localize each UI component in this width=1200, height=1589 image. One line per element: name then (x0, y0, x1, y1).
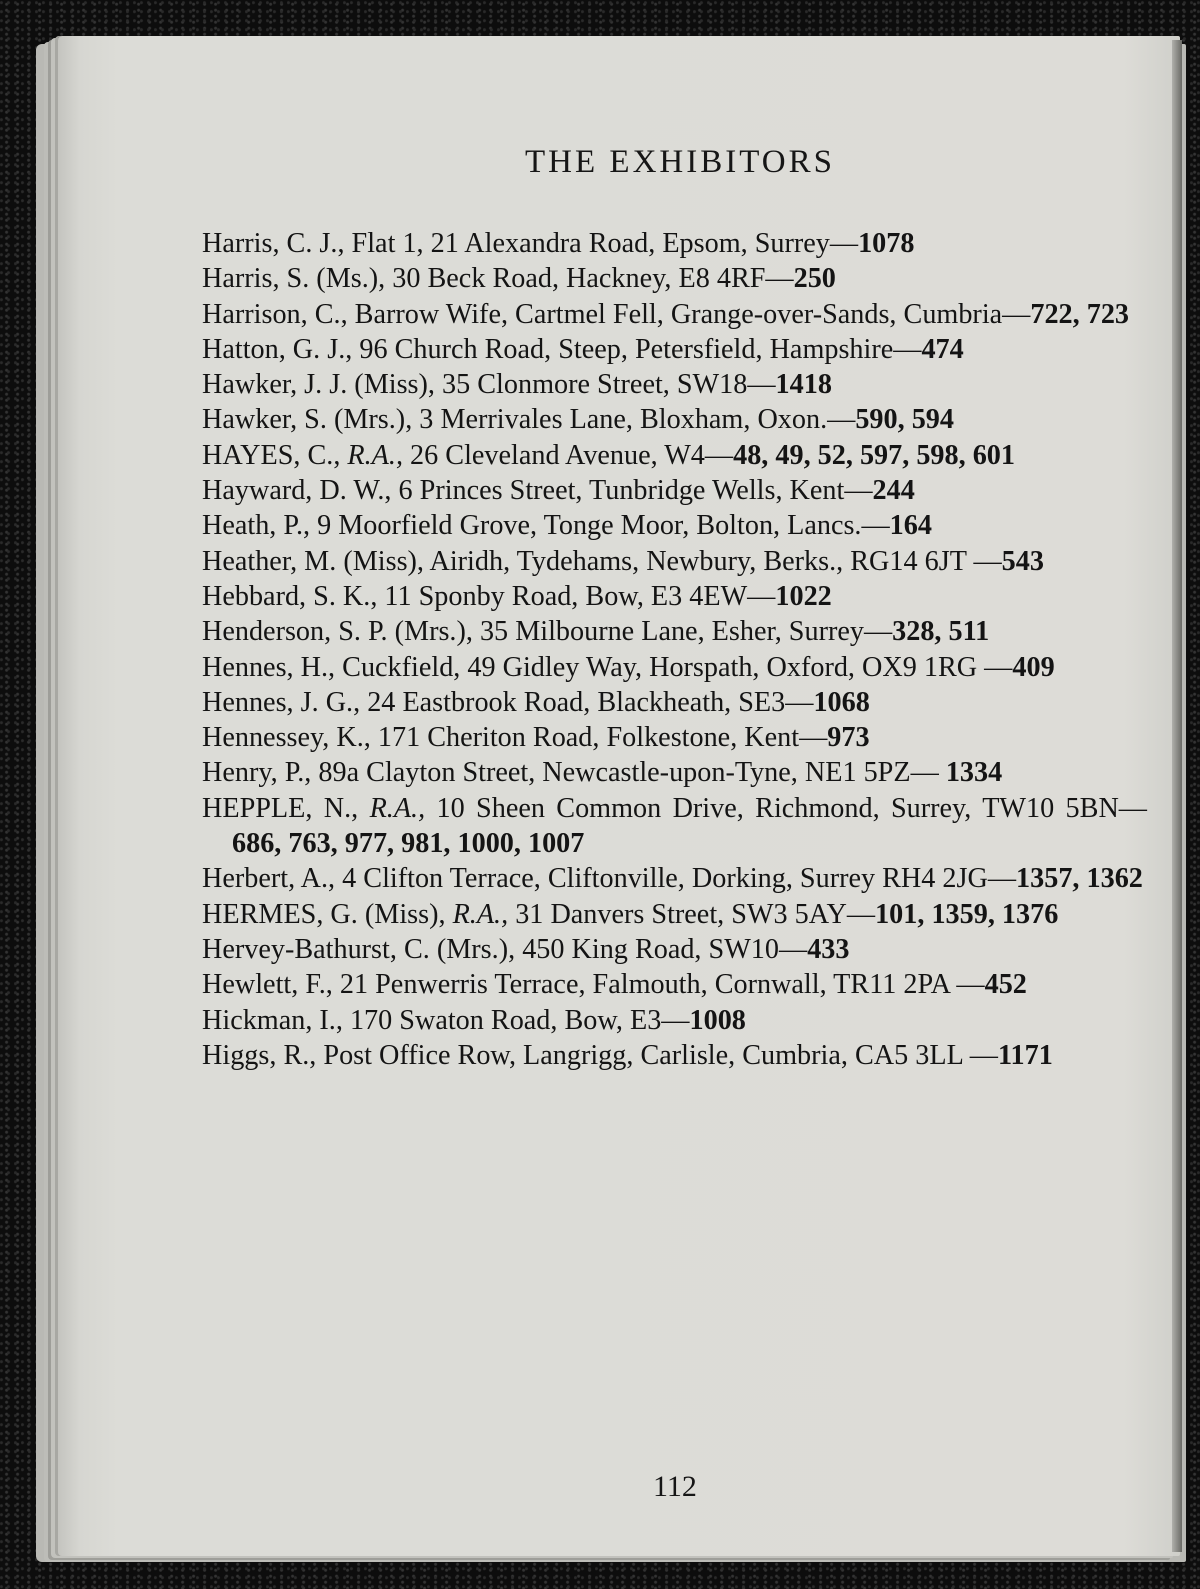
exhibitor-name: Hennes, J. G., (202, 686, 361, 718)
catalogue-numbers: 433 (807, 933, 850, 965)
exhibitor-name: Harris, C. J., (202, 228, 345, 259)
exhibitor-address: 31 Danvers Street, SW3 5AY— (508, 898, 876, 930)
exhibitor-name: Hervey-Bathurst, C. (Mrs.), (202, 933, 516, 965)
exhibitor-address: 89a Clayton Street, Newcastle-upon-Tyne, NE1 5PZ— (311, 757, 946, 789)
catalogue-numbers: 1334 (945, 757, 1003, 789)
exhibitor-entry (202, 897, 1147, 932)
exhibitor-name: Hawker, S. (Mrs.), (202, 404, 413, 436)
exhibitor-name: Henderson, S. P. (Mrs.), (202, 616, 473, 648)
exhibitor-address: 96 Church Road, Steep, Petersfield, Hampshire— (352, 333, 922, 365)
exhibitor-entry (202, 297, 1147, 332)
exhibitor-address: 35 Clonmore Street, SW18— (434, 369, 776, 401)
exhibitor-address: 21 Penwerris Terrace, Falmouth, Cornwall, TR11 2PA — (332, 969, 985, 1001)
exhibitor-address: Flat 1, 21 Alexandra Road, Epsom, Surrey— (344, 228, 859, 259)
exhibitor-entry (202, 720, 1147, 755)
exhibitor-entry (202, 861, 1147, 896)
exhibitor-name: Hebbard, S. K., (202, 580, 378, 612)
exhibitor-entry (202, 438, 1147, 473)
academician-title: R.A., (369, 792, 426, 824)
page-number: 112 (653, 1470, 697, 1503)
exhibitor-entry (202, 932, 1147, 967)
exhibitor-address: 3 Merrivales Lane, Bloxham, Oxon.— (412, 404, 856, 436)
catalogue-numbers: 474 (921, 333, 964, 365)
exhibitor-address: 10 Sheen Common Drive, Richmond, Surrey, TW10 5BN— (425, 792, 1147, 824)
catalogue-numbers: 686, 763, 977, 981, 1000, 1007 (232, 828, 585, 860)
exhibitor-entry (202, 367, 1147, 402)
exhibitor-name: Hennessey, K., (202, 722, 371, 754)
exhibitor-entry (202, 544, 1147, 579)
exhibitor-name: Hewlett, F., (202, 969, 333, 1001)
academician-title: R.A., (452, 898, 509, 930)
exhibitor-address: 171 Cheriton Road, Folkestone, Kent— (370, 722, 828, 754)
catalogue-numbers: 1418 (775, 369, 832, 401)
academician-title: R.A., (347, 439, 403, 471)
catalogue-numbers: 328, 511 (892, 616, 990, 648)
catalogue-numbers: 722, 723 (1030, 298, 1130, 330)
exhibitor-name: Harris, S. (Ms.), (202, 263, 386, 295)
exhibitor-name: Hawker, J. J. (Miss), (202, 369, 435, 401)
exhibitor-name: Heath, P., (202, 510, 311, 542)
catalogue-numbers: 452 (984, 969, 1027, 1001)
exhibitor-entry (202, 402, 1147, 437)
exhibitor-entry (202, 226, 1147, 261)
exhibitor-address: 6 Princes Street, Tunbridge Wells, Kent— (391, 475, 873, 507)
exhibitor-address: 170 Swaton Road, Bow, E3— (342, 1004, 690, 1036)
catalogue-numbers: 1022 (775, 580, 832, 612)
catalogue-numbers: 48, 49, 52, 597, 598, 601 (733, 439, 1015, 471)
exhibitor-name: Henry, P., (202, 757, 312, 789)
exhibitor-address: 26 Cleveland Avenue, W4— (403, 439, 734, 471)
exhibitor-entry (202, 614, 1147, 649)
exhibitor-address: Barrow Wife, Cartmel Fell, Grange-over-Sands, Cumbria— (347, 298, 1031, 330)
exhibitor-name: Harrison, C., (202, 298, 348, 330)
exhibitor-entry (202, 579, 1147, 614)
exhibitor-entry (202, 685, 1147, 720)
exhibitor-entry (202, 508, 1147, 543)
catalogue-numbers: 1357, 1362 (1016, 863, 1143, 895)
exhibitor-entry (202, 1038, 1147, 1073)
catalogue-numbers: 1008 (689, 1004, 746, 1036)
catalogue-numbers: 250 (793, 263, 836, 295)
exhibitor-address: 450 King Road, SW10— (515, 933, 808, 965)
catalogue-numbers: 101, 1359, 1376 (875, 898, 1059, 930)
exhibitor-name: HEPPLE, N., (202, 792, 359, 824)
exhibitor-entry (202, 650, 1147, 685)
exhibitor-entry (202, 332, 1147, 367)
exhibitor-name: Herbert, A., (202, 863, 336, 895)
exhibitor-address: 9 Moorfield Grove, Tonge Moor, Bolton, Lancs.— (310, 510, 890, 542)
catalogue-numbers: 409 (1012, 651, 1055, 683)
exhibitor-name: Heather, M. (Miss), (202, 545, 424, 577)
catalogue-numbers: 1068 (813, 686, 870, 718)
exhibitor-entry (202, 1003, 1147, 1038)
exhibitor-name: Hatton, G. J., (202, 333, 353, 365)
exhibitor-entry (202, 967, 1147, 1002)
exhibitor-name: Higgs, R., (202, 1039, 317, 1071)
catalogue-numbers: 164 (889, 510, 932, 542)
exhibitor-list (202, 226, 1147, 1073)
exhibitor-name: Hayward, D. W., (202, 475, 392, 507)
catalogue-numbers: 244 (872, 475, 915, 507)
catalogue-numbers: 543 (1001, 545, 1044, 577)
exhibitor-address: 4 Clifton Terrace, Cliftonville, Dorking, Surrey RH4 2JG— (335, 863, 1017, 895)
exhibitor-address: 30 Beck Road, Hackney, E8 4RF— (385, 263, 794, 295)
exhibitor-name: Hennes, H., (202, 651, 336, 683)
exhibitor-name: HAYES, C., (202, 439, 341, 471)
exhibitor-address: 11 Sponby Road, Bow, E3 4EW— (377, 580, 776, 612)
exhibitor-name: Hickman, I., (202, 1004, 343, 1036)
exhibitor-entry (202, 755, 1147, 790)
page-title: THE EXHIBITORS (525, 144, 835, 180)
exhibitor-address: Airidh, Tydehams, Newbury, Berks., RG14 6JT — (423, 545, 1002, 577)
exhibitor-address: Cuckfield, 49 Gidley Way, Horspath, Oxford, OX9 1RG — (335, 651, 1013, 683)
page-gutter-shadow (1172, 40, 1182, 1552)
exhibitor-entry (202, 473, 1147, 508)
exhibitor-name: HERMES, G. (Miss), (202, 898, 446, 930)
catalogue-numbers: 1171 (997, 1039, 1053, 1071)
exhibitor-entry (202, 261, 1147, 296)
catalogue-numbers: 1078 (858, 228, 915, 259)
catalogue-numbers: 590, 594 (855, 404, 954, 436)
exhibitor-address: Post Office Row, Langrigg, Carlisle, Cumbria, CA5 3LL — (316, 1039, 998, 1071)
exhibitor-entry (202, 791, 1147, 862)
exhibitor-address: 24 Eastbrook Road, Blackheath, SE3— (360, 686, 814, 718)
catalogue-numbers: 973 (827, 722, 870, 754)
exhibitor-address: 35 Milbourne Lane, Esher, Surrey— (472, 616, 893, 648)
